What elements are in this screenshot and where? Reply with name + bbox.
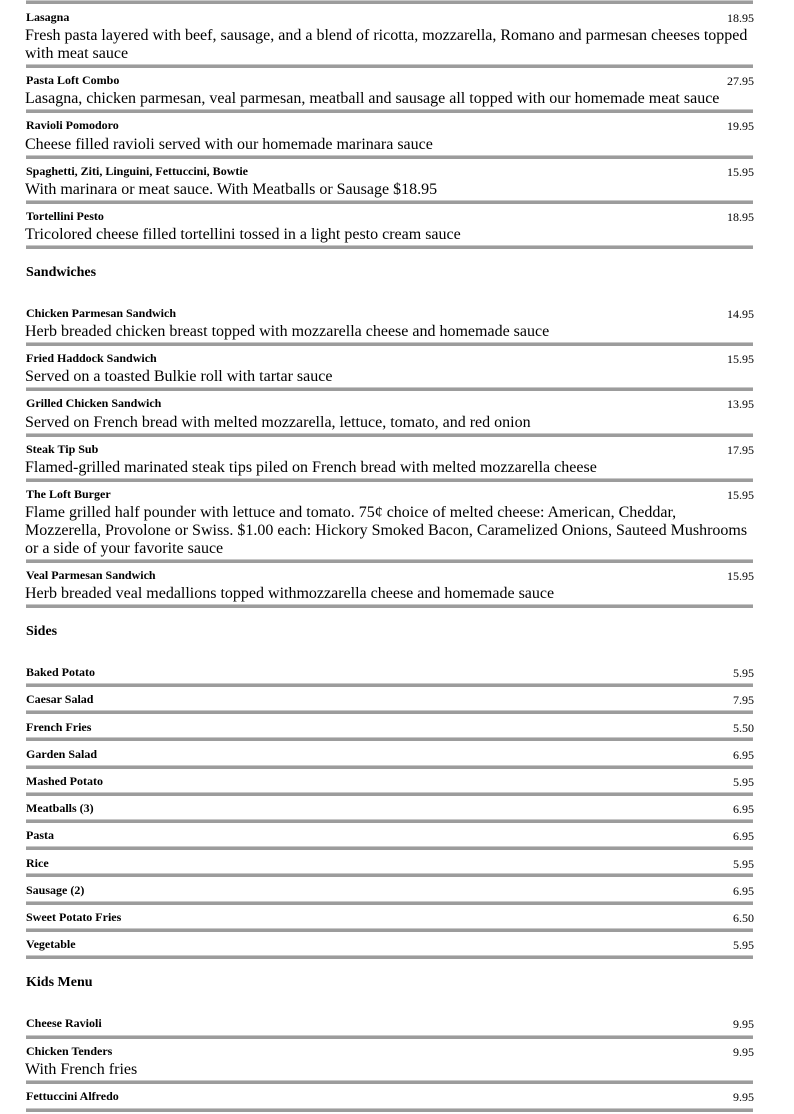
section-heading-sandwiches: Sandwiches xyxy=(26,265,97,280)
divider xyxy=(26,64,753,68)
item-price: 13.95 xyxy=(727,397,754,411)
item-name: Cheese Ravioli xyxy=(26,1016,102,1030)
item-price: 18.95 xyxy=(727,210,754,224)
divider xyxy=(26,901,753,905)
item-price: 7.95 xyxy=(733,693,754,707)
item-name: Chicken Parmesan Sandwich xyxy=(26,306,177,320)
item-price: 6.95 xyxy=(733,884,754,898)
divider xyxy=(26,765,753,769)
item-price: 17.95 xyxy=(727,443,754,457)
item-description: Tricolored cheese filled tortellini tossed in a light pesto cream sauce xyxy=(25,226,461,243)
item-price: 6.95 xyxy=(733,829,754,843)
item-price: 6.95 xyxy=(733,802,754,816)
item-name: Pasta xyxy=(26,828,54,842)
item-price: 19.95 xyxy=(727,119,754,133)
item-price: 9.95 xyxy=(733,1045,754,1059)
divider xyxy=(26,109,753,113)
item-name: Mashed Potato xyxy=(26,774,103,788)
item-description: Served on French bread with melted mozzarella, lettuce, tomato, and red onion xyxy=(25,414,531,431)
item-description: Fresh pasta layered with beef, sausage, and a blend of ricotta, mozzarella, Romano and parmesan cheeses topped with meat sauce xyxy=(25,27,748,62)
divider xyxy=(26,873,753,877)
divider xyxy=(26,387,753,391)
item-price: 5.95 xyxy=(733,857,754,871)
divider xyxy=(26,683,753,687)
item-name: Fried Haddock Sandwich xyxy=(26,351,157,365)
item-description: Herb breaded chicken breast topped with mozzarella cheese and homemade sauce xyxy=(25,323,550,340)
divider xyxy=(26,1108,753,1112)
divider xyxy=(26,342,753,346)
divider xyxy=(26,846,753,850)
item-price: 18.95 xyxy=(727,11,754,25)
item-name: Baked Potato xyxy=(26,665,95,679)
item-name: Rice xyxy=(26,856,49,870)
item-name: Veal Parmesan Sandwich xyxy=(26,568,156,582)
item-price: 27.95 xyxy=(727,74,754,88)
divider xyxy=(26,1080,753,1084)
item-name: Tortellini Pesto xyxy=(26,209,104,223)
divider xyxy=(26,433,753,437)
item-name: Lasagna xyxy=(26,10,70,24)
item-price: 15.95 xyxy=(727,165,754,179)
item-name: Spaghetti, Ziti, Linguini, Fettuccini, Bowtie xyxy=(26,164,249,178)
item-name: Vegetable xyxy=(26,937,76,951)
item-price: 5.50 xyxy=(733,721,754,735)
section-heading-sides: Sides xyxy=(26,624,58,639)
divider xyxy=(26,1035,753,1039)
divider xyxy=(26,928,753,932)
divider xyxy=(26,245,753,249)
item-name: Caesar Salad xyxy=(26,692,94,706)
item-description: Served on a toasted Bulkie roll with tartar sauce xyxy=(25,368,333,385)
item-price: 6.95 xyxy=(733,748,754,762)
item-price: 5.95 xyxy=(733,938,754,952)
item-name: Fettuccini Alfredo xyxy=(26,1089,119,1103)
item-price: 5.95 xyxy=(733,666,754,680)
item-name: French Fries xyxy=(26,720,92,734)
item-description: Lasagna, chicken parmesan, veal parmesan, meatball and sausage all topped with our homemade meat sauce xyxy=(25,90,720,107)
divider xyxy=(26,478,753,482)
item-name: The Loft Burger xyxy=(26,487,111,501)
item-price: 9.95 xyxy=(733,1090,754,1104)
item-price: 14.95 xyxy=(727,307,754,321)
divider xyxy=(26,737,753,741)
divider xyxy=(26,155,753,159)
item-name: Garden Salad xyxy=(26,747,98,761)
item-name: Chicken Tenders xyxy=(26,1044,113,1058)
item-name: Sausage (2) xyxy=(26,883,85,897)
item-description: Flamed-grilled marinated steak tips piled on French bread with melted mozzarella cheese xyxy=(25,459,597,476)
item-description: Cheese filled ravioli served with our homemade marinara sauce xyxy=(25,136,433,153)
item-description: Herb breaded veal medallions topped withmozzarella cheese and homemade sauce xyxy=(25,585,555,602)
item-description: With marinara or meat sauce. With Meatballs or Sausage $18.95 xyxy=(25,181,438,198)
item-name: Ravioli Pomodoro xyxy=(26,118,119,132)
item-price: 5.95 xyxy=(733,775,754,789)
item-price: 15.95 xyxy=(727,569,754,583)
item-price: 6.50 xyxy=(733,911,754,925)
item-description: Flame grilled half pounder with lettuce and tomato. 75¢ choice of melted cheese: American, Cheddar, Mozzerella, Provolone or Swiss. $1.00 each: Hickory Smoked Bacon, Caramelized Onions, Sauteed Mushrooms or a side of your favorite sauce xyxy=(25,504,748,557)
item-price: 15.95 xyxy=(727,488,754,502)
divider xyxy=(26,200,753,204)
divider xyxy=(26,604,753,608)
item-price: 15.95 xyxy=(727,352,754,366)
item-name: Steak Tip Sub xyxy=(26,442,99,456)
divider xyxy=(26,792,753,796)
section-heading-kids-menu: Kids Menu xyxy=(26,975,93,990)
divider xyxy=(26,710,753,714)
item-price: 9.95 xyxy=(733,1017,754,1031)
item-name: Pasta Loft Combo xyxy=(26,73,120,87)
item-name: Sweet Potato Fries xyxy=(26,910,122,924)
divider xyxy=(26,955,753,959)
divider xyxy=(26,0,753,4)
divider xyxy=(26,559,753,563)
divider xyxy=(26,819,753,823)
item-name: Meatballs (3) xyxy=(26,801,94,815)
item-name: Grilled Chicken Sandwich xyxy=(26,396,162,410)
item-description: With French fries xyxy=(25,1061,138,1078)
